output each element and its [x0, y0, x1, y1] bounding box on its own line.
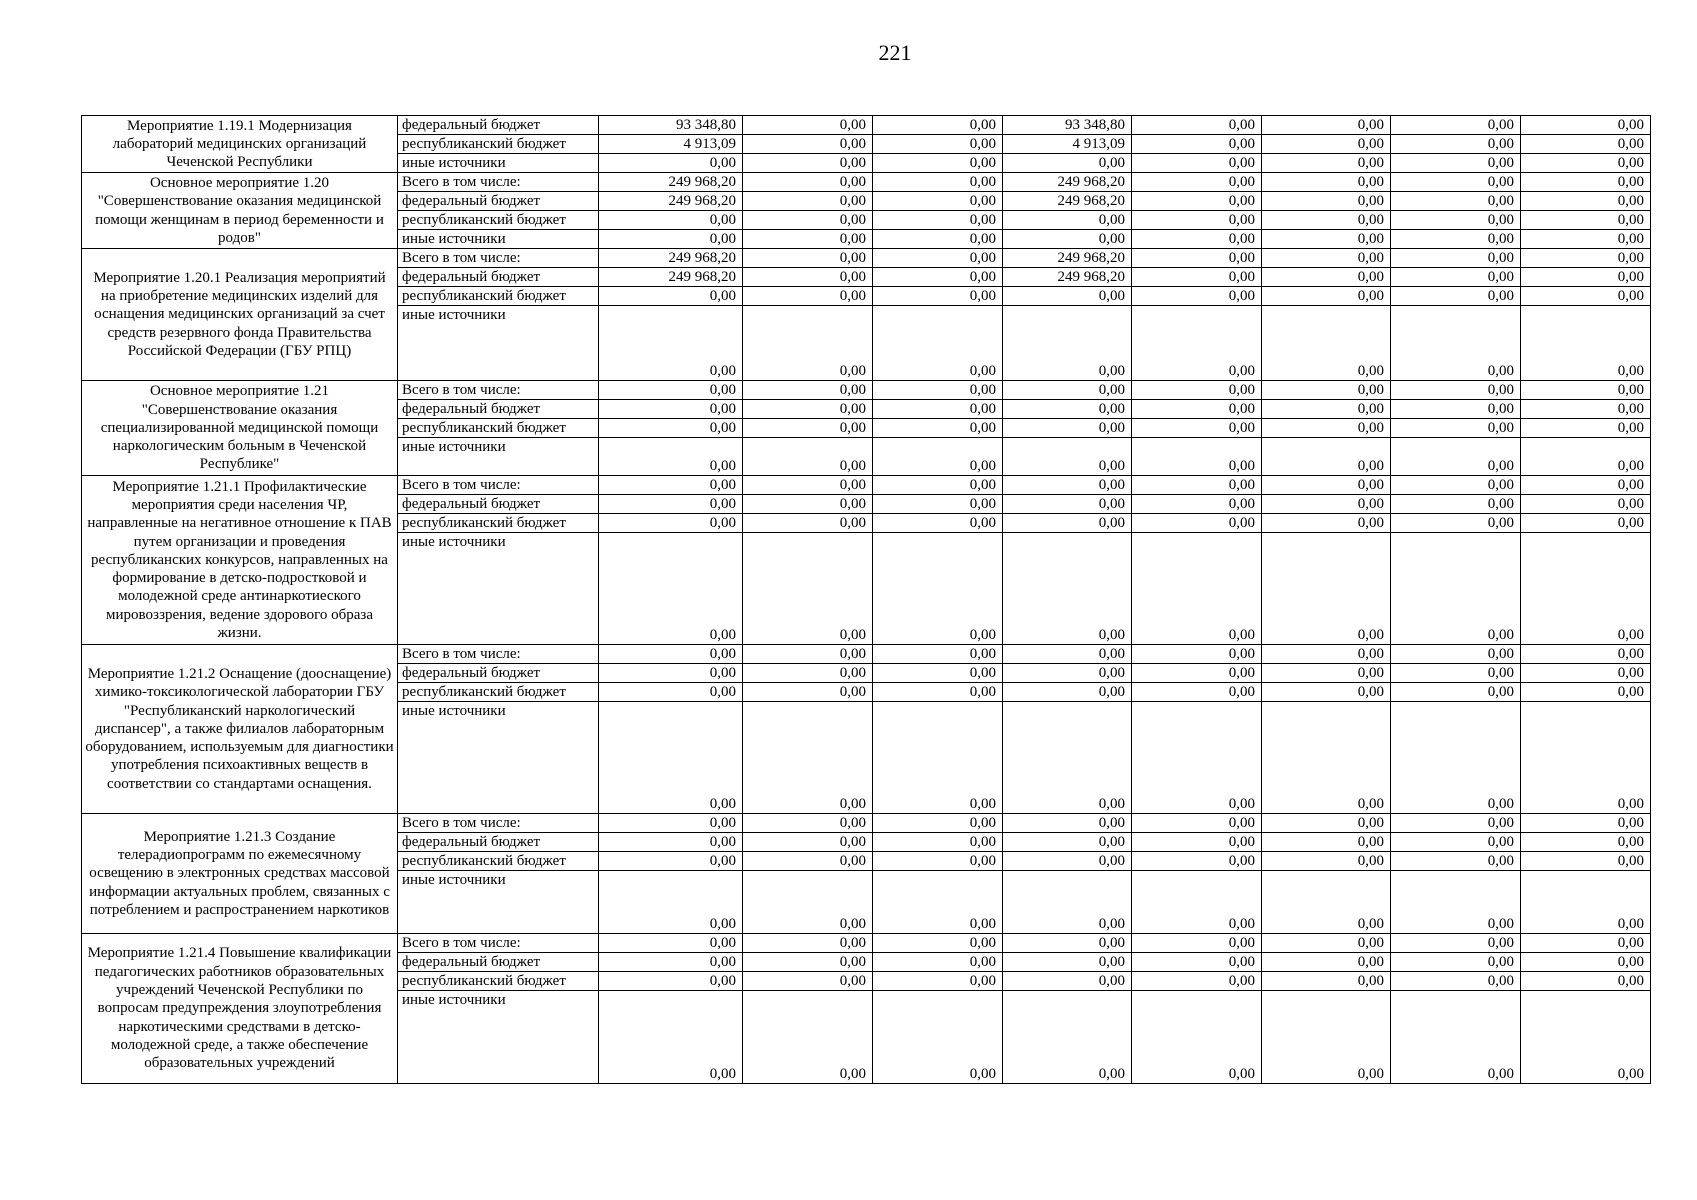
amount-cell: 0,00	[1391, 702, 1521, 814]
amount-cell: 0,00	[1391, 934, 1521, 953]
amount-cell: 0,00	[1132, 664, 1262, 683]
amount-cell: 0,00	[873, 683, 1003, 702]
amount-cell: 0,00	[743, 381, 873, 400]
amount-cell: 0,00	[743, 173, 873, 192]
amount-cell: 0,00	[1391, 438, 1521, 476]
amount-cell: 0,00	[873, 852, 1003, 871]
amount-cell: 0,00	[1262, 249, 1391, 268]
amount-cell: 0,00	[743, 230, 873, 249]
amount-cell: 0,00	[599, 230, 743, 249]
amount-cell: 0,00	[599, 306, 743, 381]
event-description: Основное мероприятие 1.21 "Совершенствование оказания специализированной медицинской помощи наркологическим больным в Чеченской Республике"	[82, 381, 398, 476]
amount-cell: 0,00	[1262, 116, 1391, 135]
amount-cell: 0,00	[1132, 268, 1262, 287]
amount-cell: 0,00	[1262, 211, 1391, 230]
amount-cell: 0,00	[599, 934, 743, 953]
amount-cell: 0,00	[599, 972, 743, 991]
amount-cell: 249 968,20	[599, 268, 743, 287]
amount-cell: 0,00	[1391, 991, 1521, 1084]
amount-cell: 0,00	[599, 154, 743, 173]
amount-cell: 0,00	[743, 438, 873, 476]
amount-cell: 0,00	[1521, 211, 1651, 230]
amount-cell: 0,00	[873, 991, 1003, 1084]
amount-cell: 0,00	[1521, 135, 1651, 154]
amount-cell: 0,00	[1521, 852, 1651, 871]
funding-source: Всего в том числе:	[398, 173, 599, 192]
amount-cell: 0,00	[1391, 871, 1521, 934]
amount-cell: 0,00	[1132, 306, 1262, 381]
amount-cell: 0,00	[1521, 381, 1651, 400]
amount-cell: 0,00	[1132, 400, 1262, 419]
amount-cell: 0,00	[1262, 268, 1391, 287]
amount-cell: 0,00	[1262, 306, 1391, 381]
funding-source: федеральный бюджет	[398, 192, 599, 211]
amount-cell: 0,00	[1003, 645, 1132, 664]
amount-cell: 0,00	[1132, 645, 1262, 664]
amount-cell: 4 913,09	[599, 135, 743, 154]
amount-cell: 0,00	[1262, 953, 1391, 972]
amount-cell: 0,00	[1132, 230, 1262, 249]
amount-cell: 0,00	[743, 135, 873, 154]
amount-cell: 0,00	[1262, 814, 1391, 833]
amount-cell: 0,00	[743, 400, 873, 419]
amount-cell: 0,00	[1132, 871, 1262, 934]
amount-cell: 0,00	[1521, 991, 1651, 1084]
amount-cell: 0,00	[1262, 934, 1391, 953]
amount-cell: 0,00	[1521, 533, 1651, 645]
amount-cell: 0,00	[1132, 702, 1262, 814]
amount-cell: 93 348,80	[599, 116, 743, 135]
amount-cell: 0,00	[1391, 953, 1521, 972]
amount-cell: 0,00	[1132, 683, 1262, 702]
funding-source: республиканский бюджет	[398, 852, 599, 871]
amount-cell: 0,00	[599, 514, 743, 533]
amount-cell: 0,00	[873, 268, 1003, 287]
amount-cell: 0,00	[873, 192, 1003, 211]
amount-cell: 0,00	[1003, 833, 1132, 852]
table-row	[82, 645, 1651, 664]
funding-source: федеральный бюджет	[398, 268, 599, 287]
amount-cell: 0,00	[1521, 249, 1651, 268]
amount-cell: 0,00	[1521, 438, 1651, 476]
amount-cell: 0,00	[1132, 438, 1262, 476]
amount-cell: 0,00	[1003, 953, 1132, 972]
amount-cell: 0,00	[1262, 991, 1391, 1084]
funding-source: республиканский бюджет	[398, 419, 599, 438]
amount-cell: 0,00	[1262, 514, 1391, 533]
amount-cell: 0,00	[1132, 381, 1262, 400]
funding-source: федеральный бюджет	[398, 400, 599, 419]
amount-cell: 0,00	[599, 381, 743, 400]
amount-cell: 0,00	[1391, 645, 1521, 664]
amount-cell: 0,00	[1132, 495, 1262, 514]
funding-source: федеральный бюджет	[398, 495, 599, 514]
amount-cell: 0,00	[1003, 934, 1132, 953]
amount-cell: 0,00	[873, 419, 1003, 438]
amount-cell: 0,00	[1003, 972, 1132, 991]
amount-cell: 0,00	[1003, 495, 1132, 514]
amount-cell: 0,00	[873, 173, 1003, 192]
amount-cell: 0,00	[599, 211, 743, 230]
funding-source: иные источники	[398, 154, 599, 173]
table-row	[82, 173, 1651, 192]
amount-cell: 0,00	[873, 514, 1003, 533]
amount-cell: 0,00	[1132, 833, 1262, 852]
funding-source: иные источники	[398, 991, 599, 1084]
amount-cell: 0,00	[1003, 211, 1132, 230]
event-description: Мероприятие 1.21.3 Создание телерадиопрограмм по ежемесячному освещению в электронных средствах массовой информации актуальных проблем, связанных с потреблением и распространением наркотиков	[82, 814, 398, 934]
amount-cell: 0,00	[1132, 419, 1262, 438]
amount-cell: 0,00	[873, 400, 1003, 419]
amount-cell: 0,00	[1521, 173, 1651, 192]
amount-cell: 0,00	[1521, 476, 1651, 495]
amount-cell: 0,00	[743, 495, 873, 514]
amount-cell: 0,00	[873, 249, 1003, 268]
amount-cell: 0,00	[873, 953, 1003, 972]
amount-cell: 0,00	[1391, 249, 1521, 268]
amount-cell: 0,00	[1003, 154, 1132, 173]
amount-cell: 0,00	[599, 664, 743, 683]
amount-cell: 249 968,20	[1003, 192, 1132, 211]
amount-cell: 0,00	[1391, 683, 1521, 702]
amount-cell: 0,00	[599, 852, 743, 871]
amount-cell: 0,00	[743, 934, 873, 953]
amount-cell: 0,00	[1132, 852, 1262, 871]
amount-cell: 0,00	[1391, 476, 1521, 495]
amount-cell: 0,00	[743, 514, 873, 533]
amount-cell: 0,00	[1521, 934, 1651, 953]
amount-cell: 0,00	[1521, 419, 1651, 438]
amount-cell: 0,00	[1003, 702, 1132, 814]
amount-cell: 0,00	[1262, 419, 1391, 438]
amount-cell: 0,00	[599, 814, 743, 833]
amount-cell: 0,00	[599, 287, 743, 306]
funding-source: федеральный бюджет	[398, 953, 599, 972]
amount-cell: 0,00	[1521, 833, 1651, 852]
amount-cell: 0,00	[743, 683, 873, 702]
amount-cell: 0,00	[1262, 852, 1391, 871]
amount-cell: 0,00	[1521, 871, 1651, 934]
amount-cell: 0,00	[1132, 814, 1262, 833]
event-description: Основное мероприятие 1.20 "Совершенствование оказания медицинской помощи женщинам в период беременности и родов"	[82, 173, 398, 249]
amount-cell: 0,00	[1521, 116, 1651, 135]
amount-cell: 0,00	[599, 476, 743, 495]
table-row	[82, 814, 1651, 833]
amount-cell: 0,00	[873, 116, 1003, 135]
amount-cell: 0,00	[1262, 833, 1391, 852]
amount-cell: 0,00	[1391, 852, 1521, 871]
amount-cell: 0,00	[743, 419, 873, 438]
amount-cell: 0,00	[743, 306, 873, 381]
amount-cell: 0,00	[873, 476, 1003, 495]
funding-source: иные источники	[398, 871, 599, 934]
funding-source: Всего в том числе:	[398, 249, 599, 268]
amount-cell: 0,00	[1132, 192, 1262, 211]
amount-cell: 0,00	[599, 702, 743, 814]
amount-cell: 0,00	[743, 814, 873, 833]
amount-cell: 0,00	[1262, 702, 1391, 814]
event-description: Мероприятие 1.19.1 Модернизация лабораторий медицинских организаций Чеченской Республики	[82, 116, 398, 173]
amount-cell: 0,00	[1521, 306, 1651, 381]
amount-cell: 0,00	[743, 154, 873, 173]
amount-cell: 0,00	[1003, 230, 1132, 249]
funding-source: иные источники	[398, 306, 599, 381]
amount-cell: 0,00	[1391, 495, 1521, 514]
funding-source: Всего в том числе:	[398, 934, 599, 953]
funding-source: иные источники	[398, 533, 599, 645]
amount-cell: 0,00	[1132, 154, 1262, 173]
amount-cell: 0,00	[1521, 683, 1651, 702]
amount-cell: 0,00	[1003, 438, 1132, 476]
amount-cell: 0,00	[1003, 381, 1132, 400]
funding-source: федеральный бюджет	[398, 833, 599, 852]
funding-source: республиканский бюджет	[398, 211, 599, 230]
amount-cell: 93 348,80	[1003, 116, 1132, 135]
amount-cell: 0,00	[1391, 192, 1521, 211]
table-row	[82, 116, 1651, 135]
amount-cell: 0,00	[1521, 268, 1651, 287]
amount-cell: 0,00	[873, 287, 1003, 306]
amount-cell: 0,00	[599, 953, 743, 972]
amount-cell: 0,00	[1262, 476, 1391, 495]
amount-cell: 0,00	[1262, 135, 1391, 154]
event-description: Мероприятие 1.21.2 Оснащение (дооснащение) химико-токсикологической лаборатории ГБУ "Республиканский наркологический диспансер", а также филиалов лабораторным оборудованием, используемым для диагностики употребления психоактивных веществ в соответствии со стандартами оснащения.	[82, 645, 398, 814]
amount-cell: 0,00	[599, 438, 743, 476]
amount-cell: 249 968,20	[599, 173, 743, 192]
amount-cell: 0,00	[743, 287, 873, 306]
amount-cell: 0,00	[873, 135, 1003, 154]
amount-cell: 0,00	[1391, 211, 1521, 230]
amount-cell: 0,00	[743, 192, 873, 211]
amount-cell: 249 968,20	[599, 249, 743, 268]
amount-cell: 0,00	[1262, 533, 1391, 645]
amount-cell: 0,00	[873, 230, 1003, 249]
amount-cell: 0,00	[743, 645, 873, 664]
amount-cell: 0,00	[599, 533, 743, 645]
amount-cell: 0,00	[1262, 230, 1391, 249]
amount-cell: 0,00	[873, 495, 1003, 514]
amount-cell: 0,00	[873, 934, 1003, 953]
table-row	[82, 381, 1651, 400]
table-row	[82, 249, 1651, 268]
amount-cell: 0,00	[1003, 683, 1132, 702]
amount-cell: 0,00	[743, 116, 873, 135]
amount-cell: 0,00	[1132, 211, 1262, 230]
page-number: 221	[878, 40, 912, 65]
amount-cell: 0,00	[1391, 135, 1521, 154]
amount-cell: 0,00	[873, 306, 1003, 381]
amount-cell: 0,00	[1262, 495, 1391, 514]
amount-cell: 0,00	[1262, 173, 1391, 192]
amount-cell: 0,00	[1521, 514, 1651, 533]
amount-cell: 0,00	[873, 972, 1003, 991]
amount-cell: 249 968,20	[1003, 249, 1132, 268]
amount-cell: 0,00	[1003, 514, 1132, 533]
amount-cell: 0,00	[1391, 154, 1521, 173]
funding-source: иные источники	[398, 230, 599, 249]
amount-cell: 0,00	[1132, 173, 1262, 192]
amount-cell: 0,00	[873, 645, 1003, 664]
funding-source: Всего в том числе:	[398, 814, 599, 833]
funding-source: республиканский бюджет	[398, 683, 599, 702]
funding-source: республиканский бюджет	[398, 514, 599, 533]
amount-cell: 0,00	[1003, 991, 1132, 1084]
table-row	[82, 934, 1651, 953]
amount-cell: 0,00	[1391, 268, 1521, 287]
amount-cell: 0,00	[1521, 495, 1651, 514]
event-description: Мероприятие 1.21.4 Повышение квалификации педагогических работников образовательных учреждений Чеченской Республики по вопросам предупреждения злоупотребления наркотическими средствами в детско-молодежной среде, а также обеспечение образовательных учреждений	[82, 934, 398, 1084]
funding-source: федеральный бюджет	[398, 664, 599, 683]
table-row	[82, 476, 1651, 495]
amount-cell: 0,00	[1262, 438, 1391, 476]
amount-cell: 0,00	[1132, 991, 1262, 1084]
amount-cell: 0,00	[1521, 192, 1651, 211]
amount-cell: 0,00	[1262, 192, 1391, 211]
amount-cell: 0,00	[599, 419, 743, 438]
amount-cell: 0,00	[1521, 664, 1651, 683]
amount-cell: 0,00	[1262, 400, 1391, 419]
amount-cell: 0,00	[873, 814, 1003, 833]
amount-cell: 0,00	[1132, 135, 1262, 154]
amount-cell: 0,00	[1003, 400, 1132, 419]
amount-cell: 0,00	[1003, 419, 1132, 438]
amount-cell: 0,00	[1391, 230, 1521, 249]
funding-source: иные источники	[398, 702, 599, 814]
amount-cell: 0,00	[873, 211, 1003, 230]
amount-cell: 0,00	[743, 972, 873, 991]
amount-cell: 0,00	[1521, 154, 1651, 173]
amount-cell: 249 968,20	[1003, 268, 1132, 287]
amount-cell: 0,00	[1391, 381, 1521, 400]
amount-cell: 0,00	[743, 702, 873, 814]
amount-cell: 0,00	[873, 381, 1003, 400]
event-description: Мероприятие 1.21.1 Профилактические мероприятия среди населения ЧР, направленные на негативное отношение к ПАВ путем организации и проведения республиканских конкурсов, направленных на формирование в детско-подростковой и молодежной среде антинаркотиеского мировоззрения, ведение здорового образа жизни.	[82, 476, 398, 645]
funding-source: республиканский бюджет	[398, 972, 599, 991]
amount-cell: 0,00	[743, 871, 873, 934]
amount-cell: 0,00	[599, 871, 743, 934]
funding-source: Всего в том числе:	[398, 645, 599, 664]
funding-source: республиканский бюджет	[398, 135, 599, 154]
amount-cell: 0,00	[743, 476, 873, 495]
amount-cell: 0,00	[1132, 514, 1262, 533]
amount-cell: 0,00	[1132, 953, 1262, 972]
funding-source: Всего в том числе:	[398, 381, 599, 400]
amount-cell: 0,00	[743, 833, 873, 852]
amount-cell: 0,00	[743, 268, 873, 287]
amount-cell: 0,00	[1003, 287, 1132, 306]
amount-cell: 0,00	[1391, 116, 1521, 135]
amount-cell: 0,00	[1521, 230, 1651, 249]
amount-cell: 0,00	[743, 249, 873, 268]
amount-cell: 0,00	[743, 533, 873, 645]
funding-source: Всего в том числе:	[398, 476, 599, 495]
funding-source: федеральный бюджет	[398, 116, 599, 135]
amount-cell: 0,00	[743, 664, 873, 683]
amount-cell: 0,00	[1521, 287, 1651, 306]
amount-cell: 0,00	[1132, 287, 1262, 306]
amount-cell: 0,00	[1262, 381, 1391, 400]
amount-cell: 0,00	[873, 438, 1003, 476]
amount-cell: 0,00	[1262, 871, 1391, 934]
amount-cell: 0,00	[1521, 702, 1651, 814]
amount-cell: 0,00	[1262, 154, 1391, 173]
amount-cell: 249 968,20	[1003, 173, 1132, 192]
amount-cell: 0,00	[1391, 287, 1521, 306]
amount-cell: 0,00	[1391, 972, 1521, 991]
amount-cell: 0,00	[599, 400, 743, 419]
amount-cell: 0,00	[743, 953, 873, 972]
amount-cell: 0,00	[1262, 287, 1391, 306]
amount-cell: 0,00	[1521, 645, 1651, 664]
amount-cell: 249 968,20	[599, 192, 743, 211]
amount-cell: 0,00	[1003, 476, 1132, 495]
amount-cell: 0,00	[873, 833, 1003, 852]
amount-cell: 0,00	[599, 833, 743, 852]
amount-cell: 0,00	[873, 533, 1003, 645]
amount-cell: 0,00	[1262, 645, 1391, 664]
amount-cell: 0,00	[1132, 533, 1262, 645]
amount-cell: 0,00	[873, 154, 1003, 173]
funding-source: иные источники	[398, 438, 599, 476]
funding-source: республиканский бюджет	[398, 287, 599, 306]
amount-cell: 0,00	[1132, 972, 1262, 991]
amount-cell: 0,00	[743, 991, 873, 1084]
amount-cell: 0,00	[1132, 116, 1262, 135]
amount-cell: 0,00	[1521, 953, 1651, 972]
amount-cell: 0,00	[1391, 533, 1521, 645]
amount-cell: 0,00	[1003, 852, 1132, 871]
amount-cell: 0,00	[1132, 934, 1262, 953]
amount-cell: 0,00	[1391, 514, 1521, 533]
amount-cell: 0,00	[1391, 419, 1521, 438]
amount-cell: 0,00	[1132, 249, 1262, 268]
amount-cell: 0,00	[1262, 972, 1391, 991]
amount-cell: 0,00	[1003, 871, 1132, 934]
amount-cell: 0,00	[599, 683, 743, 702]
amount-cell: 0,00	[1003, 664, 1132, 683]
amount-cell: 0,00	[1391, 400, 1521, 419]
amount-cell: 0,00	[1003, 533, 1132, 645]
amount-cell: 0,00	[1391, 833, 1521, 852]
amount-cell: 0,00	[1262, 664, 1391, 683]
amount-cell: 0,00	[1391, 664, 1521, 683]
amount-cell: 0,00	[1521, 972, 1651, 991]
amount-cell: 0,00	[1003, 306, 1132, 381]
amount-cell: 0,00	[599, 495, 743, 514]
amount-cell: 0,00	[1132, 476, 1262, 495]
amount-cell: 0,00	[1391, 173, 1521, 192]
amount-cell: 0,00	[599, 991, 743, 1084]
amount-cell: 0,00	[1521, 814, 1651, 833]
amount-cell: 0,00	[1521, 400, 1651, 419]
amount-cell: 0,00	[1391, 814, 1521, 833]
amount-cell: 0,00	[743, 852, 873, 871]
amount-cell: 0,00	[743, 211, 873, 230]
amount-cell: 0,00	[1262, 683, 1391, 702]
event-description: Мероприятие 1.20.1 Реализация мероприятий на приобретение медицинских изделий для оснащения медицинских организаций за счет средств резервного фонда Правительства Российской Федерации (ГБУ РПЦ)	[82, 249, 398, 381]
amount-cell: 0,00	[873, 871, 1003, 934]
amount-cell: 0,00	[599, 645, 743, 664]
budget-table	[81, 115, 1651, 1084]
amount-cell: 0,00	[1003, 814, 1132, 833]
amount-cell: 0,00	[873, 664, 1003, 683]
budget-table-body	[82, 116, 1651, 1084]
amount-cell: 0,00	[1391, 306, 1521, 381]
amount-cell: 0,00	[873, 702, 1003, 814]
amount-cell: 4 913,09	[1003, 135, 1132, 154]
